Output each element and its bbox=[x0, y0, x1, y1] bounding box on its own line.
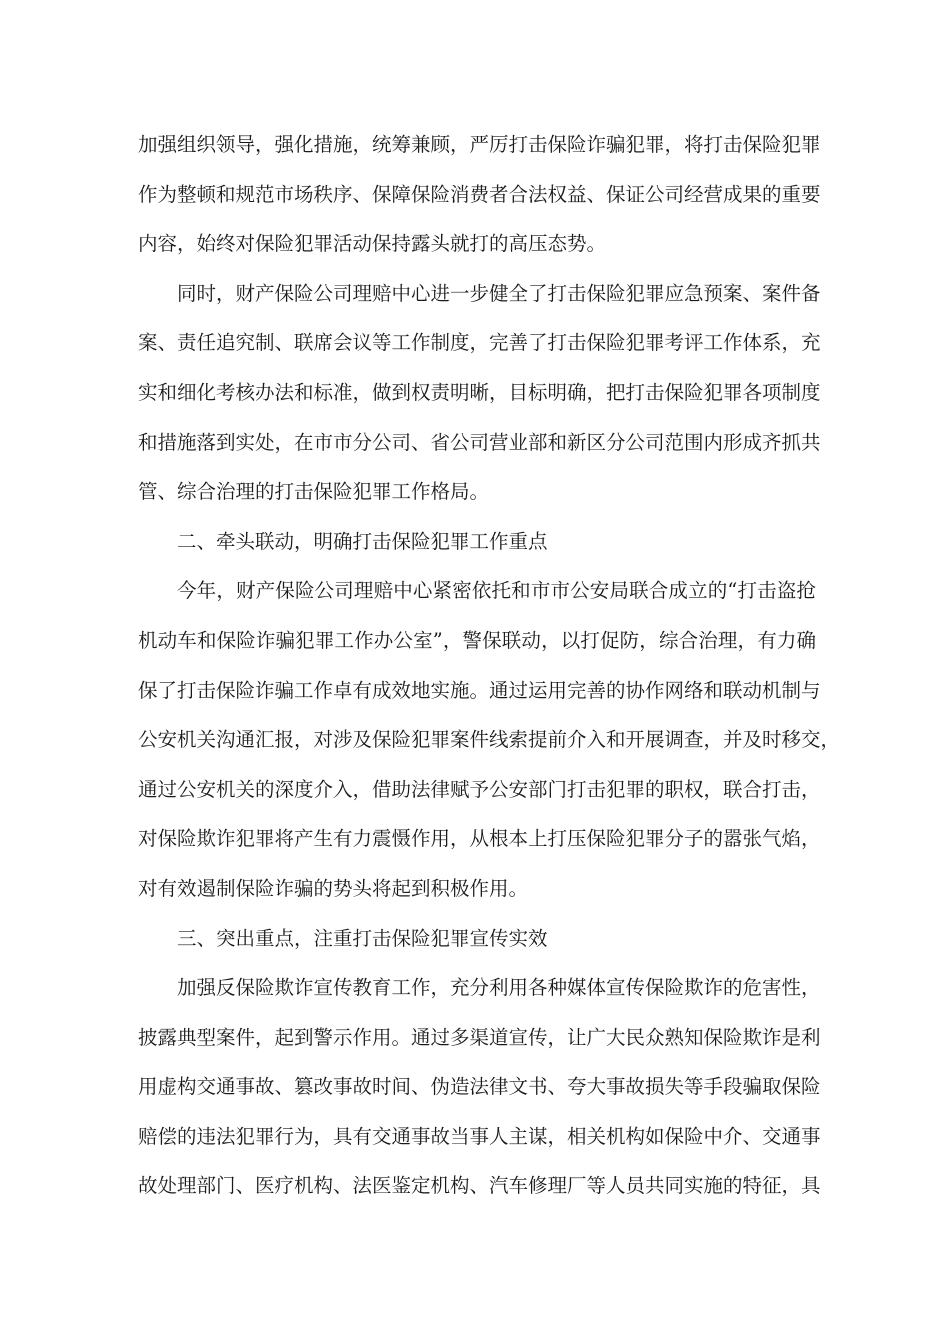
text-line: 对保险欺诈犯罪将产生有力震慑作用，从根本上打压保险犯罪分子的嚣张气焰， bbox=[138, 827, 821, 851]
text-line: 加强反保险欺诈宣传教育工作，充分利用各种媒体宣传保险欺诈的危害性， bbox=[177, 976, 821, 1000]
text-line: 内容，始终对保险犯罪活动保持露头就打的高压态势。 bbox=[138, 232, 607, 256]
text-line: 用虚构交通事故、篡改事故时间、伪造法律文书、夸大事故损失等手段骗取保险 bbox=[138, 1075, 821, 1099]
text-line: 实和细化考核办法和标准，做到权责明晰，目标明确，把打击保险犯罪各项制度 bbox=[138, 380, 821, 404]
text-line: 披露典型案件，起到警示作用。通过多渠道宣传，让广大民众熟知保险欺诈是利 bbox=[138, 1025, 821, 1049]
text-line: 和措施落到实处，在市市分公司、省公司营业部和新区分公司范围内形成齐抓共 bbox=[138, 430, 821, 454]
text-line: 作为整顿和规范市场秩序、保障保险消费者合法权益、保证公司经营成果的重要 bbox=[138, 182, 821, 206]
text-line: 同时，财产保险公司理赔中心进一步健全了打击保险犯罪应急预案、案件备 bbox=[177, 281, 821, 305]
text-line: 管、综合治理的打击保险犯罪工作格局。 bbox=[138, 480, 490, 504]
text-line: 三、突出重点，注重打击保险犯罪宣传实效 bbox=[177, 926, 548, 950]
text-line: 案、责任追究制、联席会议等工作制度，完善了打击保险犯罪考评工作体系，充 bbox=[138, 331, 821, 355]
text-line: 加强组织领导，强化措施，统筹兼顾，严厉打击保险诈骗犯罪，将打击保险犯罪 bbox=[138, 133, 821, 156]
document-body bbox=[138, 120, 841, 1211]
text-line: 二、牵头联动，明确打击保险犯罪工作重点 bbox=[177, 529, 548, 553]
text-line: 机动车和保险诈骗犯罪工作办公室”，警保联动，以打促防，综合治理，有力确 bbox=[138, 628, 816, 652]
text-line: 对有效遏制保险诈骗的势头将起到积极作用。 bbox=[138, 876, 529, 900]
text-line: 通过公安机关的深度介入，借助法律赋予公安部门打击犯罪的职权，联合打击， bbox=[138, 777, 821, 801]
text-line: 赔偿的违法犯罪行为，具有交通事故当事人主谋，相关机构如保险中介、交通事 bbox=[138, 1124, 821, 1148]
text-line: 故处理部门、医疗机构、法医鉴定机构、汽车修理厂等人员共同实施的特征，具 bbox=[138, 1174, 821, 1198]
text-line: 保了打击保险诈骗工作卓有成效地实施。通过运用完善的协作网络和联动机制与 bbox=[138, 678, 821, 702]
text-line: 今年，财产保险公司理赔中心紧密依托和市市公安局联合成立的“打击盗抢 bbox=[177, 579, 816, 603]
text-line: 公安机关沟通汇报，对涉及保险犯罪案件线索提前介入和开展调查，并及时移交， bbox=[138, 728, 841, 752]
